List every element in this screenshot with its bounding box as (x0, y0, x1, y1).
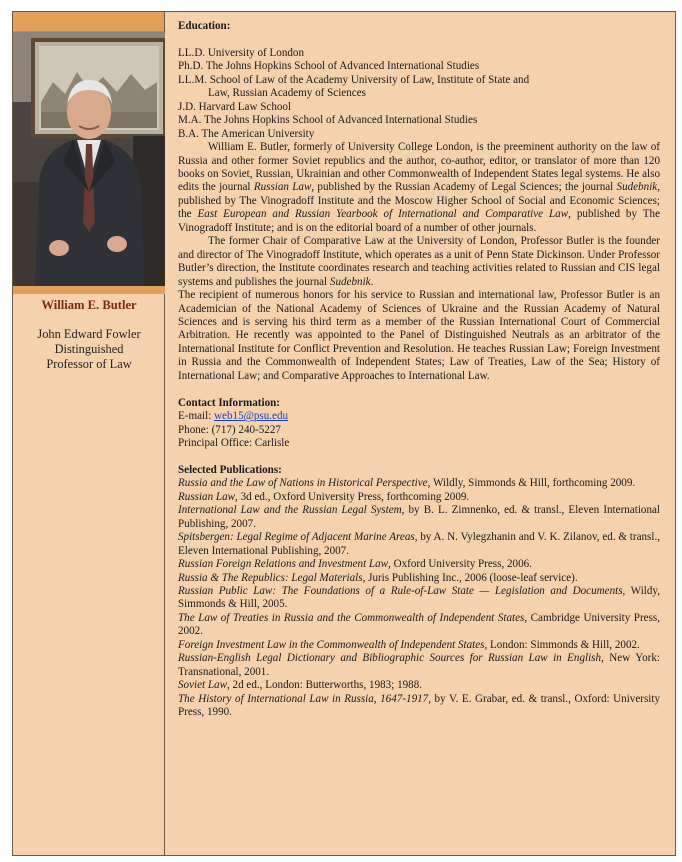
degree-item: Law, Russian Academy of Sciences (208, 87, 366, 100)
degree-item: B.A. The American University (178, 127, 315, 140)
publication-details: , London: Simmonds & Hill, 2002. (484, 638, 640, 651)
publication-title: Russian Public Law: The Foundations of a Rule-of-Law State — Legislation and Documents (178, 584, 623, 597)
person-title (21, 327, 157, 372)
publication-item (178, 639, 660, 652)
title-line: Professor of Law (46, 357, 132, 371)
publication-item (178, 477, 660, 490)
sidebar (13, 12, 165, 855)
publication-item (178, 679, 660, 692)
sidebar-top-band (13, 12, 164, 32)
publication-title: The Law of Treaties in Russia and the Commonwealth of Independent States (178, 611, 525, 624)
publication-item (178, 572, 660, 585)
publication-details: , 2d ed., London: Butterworths, 1983; 1988. (227, 679, 423, 692)
main-content (178, 20, 660, 720)
publication-title: Russian-English Legal Dictionary and Bibliographic Sources for Russian Law in English (178, 652, 602, 665)
education-heading: Education: (178, 20, 231, 32)
publication-details: , Oxford University Press, 2006. (388, 558, 532, 571)
publication-details: , Juris Publishing Inc., 2006 (loose-leaf service). (362, 571, 578, 584)
publication-details: , Wildly, Simmonds & Hill, forthcoming 2009. (427, 477, 636, 490)
publication-item (178, 612, 660, 639)
publication-title: Russian Law (178, 490, 236, 503)
publication-title: Foreign Investment Law in the Commonwealth of Independent States (178, 638, 485, 651)
portrait-photo (13, 32, 165, 286)
publication-details: , by V. E. Grabar, ed. & transl., Oxford: University Press, 1990. (178, 692, 661, 719)
bio-paragraph: The recipient of numerous honors for his service to Russian and international law, Professor Butler is an Academician of the National Academy of Sciences of Ukraine and the Russian Academy of Natural Sciences and is serving his third term as a member of the Russian International Court of Commercial Arbitration. He recently was appointed to the Panel of Distinguished Neutrals as an arbitrator of the International Institute for Conflict Prevention and Resolution. He teaches Russian Law; Foreign Investment in Russia and the Commonwealth of Independent States; Law of Treaties, Law of the Sea; History of International Law; and Comparative Approaches to International Law. (178, 289, 660, 382)
publication-item (178, 491, 660, 504)
sidebar-accent-band (13, 286, 165, 294)
publication-title: Russia & The Republics: Legal Materials (178, 571, 363, 584)
title-line: John Edward Fowler (37, 327, 141, 341)
degree-item: M.A. The Johns Hopkins School of Advanced International Studies (178, 114, 478, 127)
profile-frame (12, 11, 676, 856)
degree-item: Ph.D. The Johns Hopkins School of Advanced International Studies (178, 60, 480, 73)
publication-details: , Cambridge University Press, 2002. (178, 611, 661, 638)
degree-item: LL.M. School of Law of the Academy University of Law, Institute of State and (178, 73, 530, 86)
publication-title: Russia and the Law of Nations in Historical Perspective (178, 477, 428, 490)
bio-paragraph: William E. Butler, formerly of University College London, is the preeminent authority on the law of Russia and other former Soviet republics and the author, co-author, editor, or translator of more than 120 books on Soviet, Russian, Ukrainian and other Commonwealth of Independent States legal systems. He also edits the journal Russian Law, published by the Russian Academy of Legal Sciences; the journal Sudebnik, published by The Vinogradoff Institute and the Moscow Higher School of Social and Economic Sciences; the East European and Russian Yearbook of International and Comparative Law, published by The Vinogradoff Institute; and is on the editorial board of a number of other journals. (178, 141, 661, 234)
email-row: E-mail: web15@psu.edu (178, 410, 289, 423)
degree-item: LL.D. University of London (178, 46, 305, 59)
publication-title: Spitsbergen: Legal Regime of Adjacent Marine Areas (178, 531, 415, 544)
publication-item (178, 585, 660, 612)
publication-title: International Law and the Russian Legal System (178, 504, 402, 517)
publication-details: , by B. L. Zimnenko, ed. & transl., Eleven International Publishing, 2007. (178, 504, 660, 530)
publication-details: , 3d ed., Oxford University Press, forthcoming 2009. (235, 490, 470, 503)
office-row: Principal Office: Carlisle (178, 437, 290, 450)
publication-item (178, 504, 660, 531)
publication-details: , Wildy, Simmonds & Hill, 2005. (178, 584, 661, 611)
publication-item (178, 652, 660, 679)
publication-list (178, 477, 660, 719)
publication-details: , by A. N. Vylegzhanin and V. K. Zilanov, ed. & transl., Eleven International Publishing, 2007. (178, 531, 660, 557)
publication-item (178, 531, 660, 558)
publication-details: , New York: Transnational, 2001. (178, 652, 660, 678)
contact-heading: Contact Information: (178, 396, 280, 409)
publication-title: Russian Foreign Relations and Investment Law (178, 558, 389, 571)
phone-row: Phone: (717) 240-5227 (178, 423, 281, 436)
bio-paragraph: The former Chair of Comparative Law at the University of London, Professor Butler is the founder and director of The Vinogradoff Institute, which operates as a unit of Penn State Dickinson. Under Professor Butler’s direction, the Institute coordinates research and teaching activities related to Russian and CIS legal systems and publishes the journal Sudebnik. (178, 235, 660, 288)
email-link[interactable]: web15@psu.edu (214, 410, 289, 423)
title-line: Distinguished (54, 342, 124, 356)
degree-item: J.D. Harvard Law School (178, 100, 292, 113)
publication-item (178, 558, 660, 571)
publication-title: The History of International Law in Russia, 1647-1917 (178, 692, 429, 705)
publication-title: Soviet Law (178, 679, 227, 692)
publications-heading: Selected Publications: (178, 463, 282, 476)
person-name: William E. Butler (41, 298, 137, 312)
publication-item (178, 693, 660, 720)
